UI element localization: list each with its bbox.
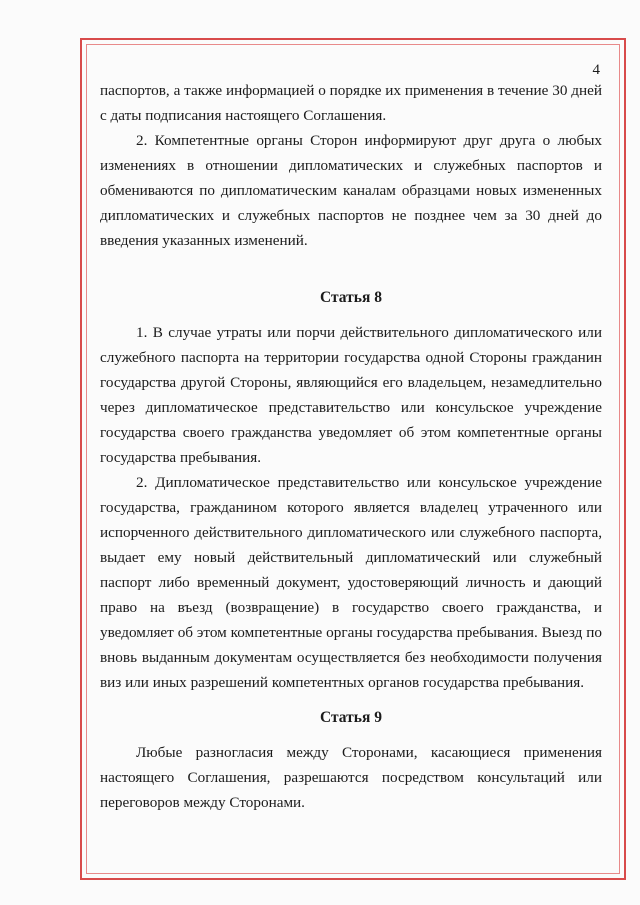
article-8-heading: Статья 8: [320, 289, 382, 306]
article-8-paragraph-1: 1. В случае утраты или порчи действительного дипломатического или служебного паспорта на территории государства одной Стороны гражданин государства другой Стороны, являющийся его владельцем, незамедлительно через дипломатическое представительство или консульское учреждение государства своего гражданства уведомляет об этом компетентные органы государства пребывания.: [100, 324, 602, 466]
paragraph-item-2: 2. Компетентные органы Сторон информируют друг друга о любых изменениях в отношении дипломатических и служебных паспортов и обмениваются по дипломатическим каналам образцами новых измененных дипломатических и служебных паспортов не позднее чем за 30 дней до введения указанных изменений.: [100, 132, 602, 249]
page-number: 4: [592, 62, 600, 78]
article-9-paragraph-1: Любые разногласия между Сторонами, касающиеся применения настоящего Соглашения, разрешаются посредством консультаций или переговоров между Сторонами.: [100, 744, 602, 811]
paragraph-continuation: паспортов, а также информацией о порядке их применения в течение 30 дней с даты подписания настоящего Соглашения.: [100, 82, 602, 124]
article-8-paragraph-2: 2. Дипломатическое представительство или консульское учреждение государства, гражданином которого является владелец утраченного или испорченного действительного дипломатического или служебного паспорта, выдает ему новый действительный дипломатический или служебный паспорт либо временный документ, удостоверяющий личность и дающий право на въезд (возвращение) в государство своего гражданства, и уведомляет об этом компетентные органы государства пребывания. Выезд по вновь выданным документам осуществляется без необходимости получения виз или иных разрешений компетентных органов государства пребывания.: [100, 474, 602, 691]
article-9-heading: Статья 9: [320, 709, 382, 726]
document-body: [100, 78, 602, 815]
